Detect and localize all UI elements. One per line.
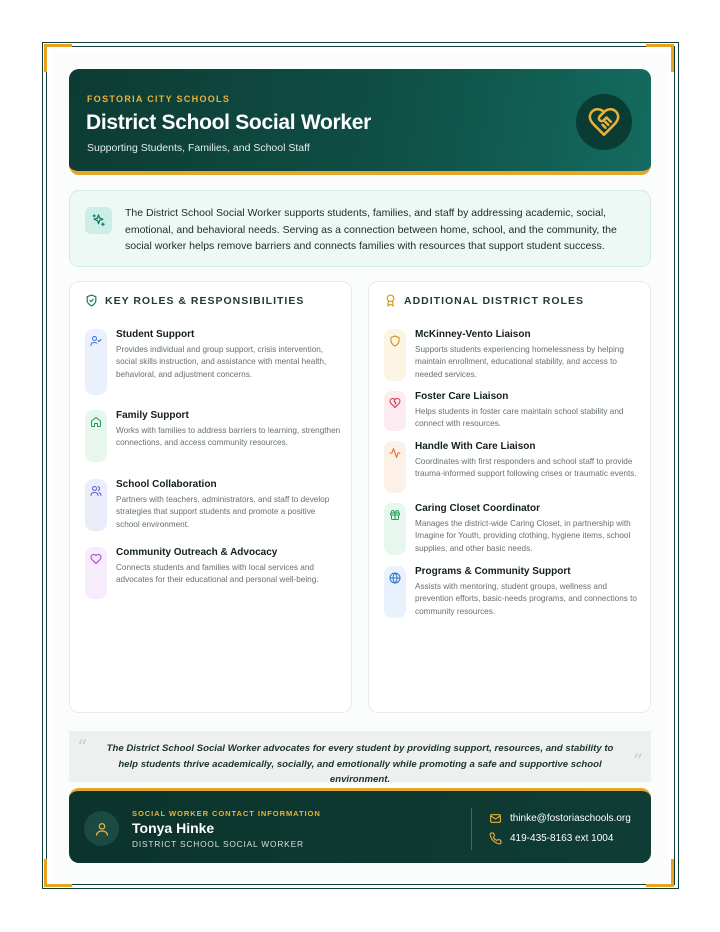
role-item-description: Works with families to address barriers to learning, strengthen connections, and access community resources. bbox=[116, 426, 341, 448]
role-item-title: Handle With Care Liaison bbox=[415, 441, 536, 452]
user-check-icon bbox=[90, 334, 102, 346]
role-item-title: Caring Closet Coordinator bbox=[415, 503, 541, 514]
additional-roles-heading: ADDITIONAL DISTRICT ROLES bbox=[404, 294, 584, 307]
footer-divider bbox=[471, 808, 472, 850]
email-row[interactable] bbox=[489, 812, 631, 825]
intro-box bbox=[69, 190, 651, 267]
handshake-heart-icon bbox=[576, 94, 632, 150]
pulse-icon bbox=[389, 446, 401, 458]
corner-ornament bbox=[44, 44, 72, 72]
key-roles-heading: KEY ROLES & RESPONSIBILITIES bbox=[105, 294, 305, 307]
role-item-description: Assists with mentoring, student groups, wellness and prevention efforts, basic-needs programs, and connections to community resources. bbox=[415, 582, 637, 616]
user-icon bbox=[84, 811, 119, 846]
role-item-title: Family Support bbox=[116, 410, 189, 421]
role-item-description: Coordinates with first responders and school staff to provide trauma-informed support following crises or traumatic events. bbox=[415, 457, 637, 479]
page-title: District School Social Worker bbox=[86, 111, 371, 134]
heart-icon bbox=[90, 552, 102, 564]
role-item-title: Community Outreach & Advocacy bbox=[116, 547, 278, 558]
shield-check-icon bbox=[85, 294, 98, 307]
quote-box bbox=[69, 731, 651, 785]
header-banner bbox=[69, 69, 651, 175]
district-name: FOSTORIA CITY SCHOOLS bbox=[87, 94, 231, 104]
users-icon bbox=[90, 484, 102, 496]
contact-email[interactable]: thinke@fostoriaschools.org bbox=[510, 813, 631, 824]
role-item-description: Connects students and families with local services and advocates for their educational and personal well-being. bbox=[116, 563, 319, 585]
additional-roles-header bbox=[384, 294, 584, 307]
open-quote-icon: “ bbox=[77, 735, 88, 759]
additional-roles-card bbox=[368, 281, 651, 713]
gift-icon bbox=[389, 508, 401, 520]
corner-ornament bbox=[646, 44, 674, 72]
contact-role: DISTRICT SCHOOL SOCIAL WORKER bbox=[132, 839, 304, 849]
corner-ornament bbox=[646, 859, 674, 887]
shield-icon bbox=[389, 334, 401, 346]
sparkles-icon bbox=[85, 207, 112, 234]
role-item-description: Supports students experiencing homelessness by helping maintain enrollment, educational stability, and access to needed services. bbox=[415, 345, 624, 379]
home-icon bbox=[90, 415, 102, 427]
phone-icon bbox=[489, 832, 502, 845]
role-item-description: Partners with teachers, administrators, and staff to develop strategies that support students and promote a positive school environment. bbox=[116, 495, 330, 529]
key-roles-header bbox=[85, 294, 304, 307]
contact-phone[interactable]: 419-435-8163 ext 1004 bbox=[510, 833, 614, 844]
heart-crack-icon bbox=[389, 396, 401, 408]
intro-text: The District School Social Worker supports students, families, and staff by addressing academic, social, emotional, and behavioral needs. Serving as a connection between home, school, and the community, the social worker helps remove barriers and connects families with resources that support student success. bbox=[125, 207, 617, 252]
role-item-title: Foster Care Liaison bbox=[415, 391, 509, 402]
role-item-description: Provides individual and group support, crisis intervention, social skills instruction, and assistance with mental health, behavioral, and adjustment concerns. bbox=[116, 345, 327, 379]
contact-name: Tonya Hinke bbox=[132, 820, 215, 836]
page-subtitle: Supporting Students, Families, and School Staff bbox=[87, 142, 310, 154]
close-quote-icon: ” bbox=[632, 749, 643, 773]
quote-text: The District School Social Worker advocates for every student by providing support, resources, and stability to help students thrive academically, socially, and emotionally while promoting a safe and supportive school environment. bbox=[106, 743, 614, 785]
award-icon bbox=[384, 294, 397, 307]
role-item-title: Programs & Community Support bbox=[415, 566, 571, 577]
role-item-description: Helps students in foster care maintain school stability and connect with resources. bbox=[415, 407, 624, 429]
role-item-title: School Collaboration bbox=[116, 479, 217, 490]
contact-footer bbox=[69, 788, 651, 863]
contact-label: SOCIAL WORKER CONTACT INFORMATION bbox=[132, 809, 321, 818]
role-item-description: Manages the district-wide Caring Closet, in partnership with Imagine for Youth, providing clothing, hygiene items, school supplies, and other basic needs. bbox=[415, 519, 631, 553]
role-item-title: McKinney-Vento Liaison bbox=[415, 329, 531, 340]
role-item-title: Student Support bbox=[116, 329, 195, 340]
phone-row[interactable] bbox=[489, 832, 613, 845]
key-roles-card bbox=[69, 281, 352, 713]
mail-icon bbox=[489, 812, 502, 825]
globe-icon bbox=[389, 571, 401, 583]
corner-ornament bbox=[44, 859, 72, 887]
